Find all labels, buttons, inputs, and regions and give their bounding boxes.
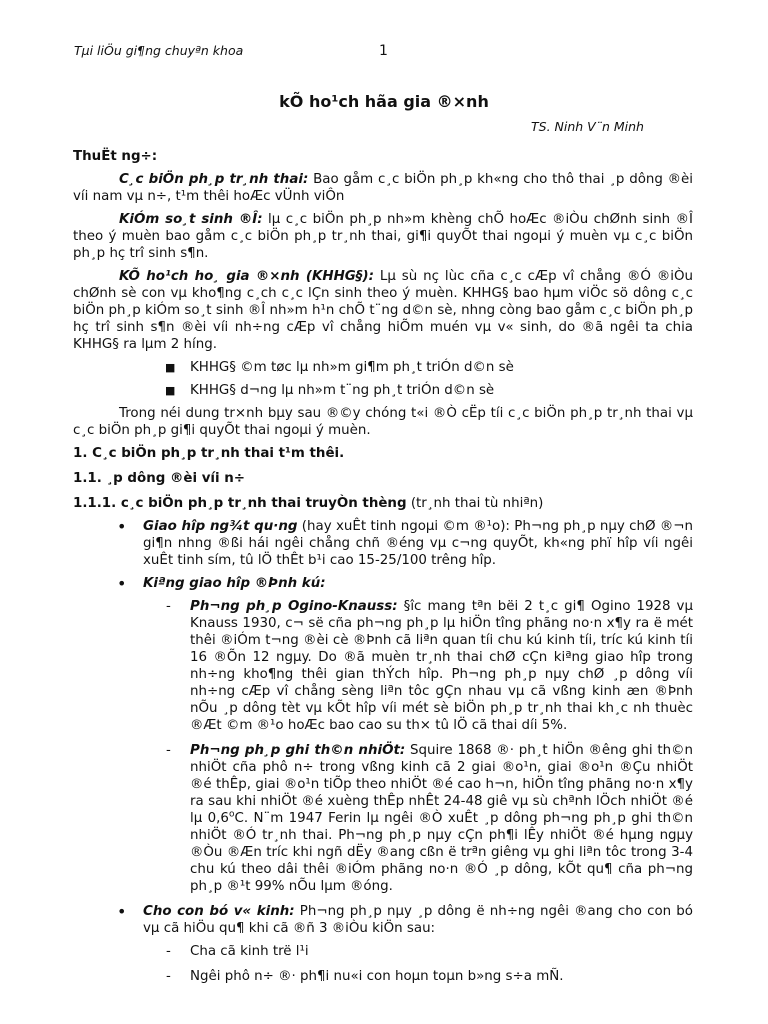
- page-number: 1: [379, 43, 388, 59]
- list-item-text: KHHG§ d¬ng lµ nh»m t¨ng ph¸t triÓn d©n sè: [190, 383, 495, 398]
- periodic-abstinence-sublist: [143, 598, 693, 895]
- square-bullet-icon: ■: [165, 361, 176, 374]
- method-term: Ph¬ng ph¸p ghi th©n nhiÖt:: [190, 743, 406, 758]
- author: TS. Ninh V¨n Minh: [531, 119, 644, 134]
- method-text: Ph¬ng ph¸p nµy ¸p dông ë nh÷ng ngêi ®ang cho con bó vµ cã hiÖu qu¶ khi cã ®ñ 3 ®iÒu kiÖn sau:: [143, 904, 693, 936]
- method-text: §îc mang tªn bëi 2 t¸c gi¶ Ogino 1928 vµ Knauss 1930, c¬ së cña ph¬ng ph¸p lµ hiÖn tîng phãng no·n x¶y ra ë mét thêi ®iÓm t¬ng ®èi cè ®Þnh cã liªn quan tíi chu kú kinh tíi, tríc kú kinh tíi 16 ®Õn 12 ngµy. Do ®ã muèn tr¸nh thai chØ cÇn kiªng giao hîp trong nh÷ng kho¶ng thêi gian thÝch hîp. Ph¬ng ph¸p nµy chØ ¸p dông víi nh÷ng cÆp vî chång sèng liªn tôc gÇn nhau vµ cã vßng kinh æn ®Þnh nÕu ¸p dông tèt vµ kÕt hîp víi mét sè biÖn ph¸p tr¸nh thai kh¸c nh thuèc ®Æt ©m ®¹o hoÆc bao cao su th× tû lÖ cã thai díi 5%.: [190, 599, 693, 733]
- bullet-icon: •: [117, 574, 127, 593]
- list-item: [73, 903, 693, 985]
- section-heading-note: (tr¸nh thai tù nhiªn): [406, 496, 544, 511]
- method-term: Kiªng giao hîp ®Þnh kú:: [143, 576, 326, 591]
- dash-bullet-icon: -: [166, 944, 171, 959]
- definition-text: Lµ sù nç lùc cña c¸c cÆp vî chång ®Ó ®iÒu chØnh sè con vµ kho¶ng c¸ch c¸c lÇn sinh theo ý muèn. KHHG§ bao hµm viÖc sö dông c¸c biÖn ph¸p kiÓm so¸t sinh ®Î nh»m h¹n chÕ t¨ng d©n sè, nhng còng bao gåm c¸c biÖn ph¸p hç trî sinh s¶n ®èi víi nh÷ng cÆp vî chång hiÕm muén vµ v« sinh, do ®ã ngêi ta chia KHHG§ ra lµm 2 híng.: [73, 269, 693, 352]
- section-heading-1: 1. C¸c biÖn ph¸p tr¸nh thai t¹m thêi.: [73, 446, 345, 461]
- method-term: Ph¬ng ph¸p Ogino-Knauss:: [190, 599, 398, 614]
- definition-contraception: [73, 171, 693, 205]
- lactation-conditions-sublist: [143, 943, 693, 985]
- sub-list-item: [143, 742, 693, 895]
- section-heading-1-1-1: [73, 495, 693, 512]
- list-item: [73, 382, 693, 399]
- dash-bullet-icon: -: [166, 743, 171, 758]
- definition-birth-control: [73, 211, 693, 262]
- method-term: Giao hîp ng¾t qu·ng: [143, 519, 298, 534]
- bullet-icon: •: [117, 517, 127, 536]
- list-item-text: KHHG§ ©m tøc lµ nh»m gi¶m ph¸t triÓn d©n sè: [190, 360, 514, 375]
- condition-text: Cha cã kinh trë l¹i: [190, 944, 309, 959]
- method-text-continued: C. N¨m 1947 Ferin lµ ngêi ®Ò xuÊt ¸p dông ph¬ng ph¸p ghi th©n nhiÖt ®Ó tr¸nh thai. Ph¬ng ph¸p nµy cÇn ph¶i lÊy nhiÖt ®é hµng ngµy ®Òu ®Æn tríc khi ngñ dËy ®ang cßn ë trªn giêng vµ ghi liªn tôc trong 3-4 chu kú theo dâi thêi ®iÓm phãng no·n ®Ó ¸p dông, kÕt qu¶ cña ph¬ng ph¸p ®¹t 99% nÕu lµm ®óng.: [190, 811, 693, 894]
- sub-list-item: [143, 968, 693, 985]
- definition-term: KÕ ho¹ch ho¸ gia ®×nh (KHHG§):: [119, 269, 374, 284]
- family-planning-directions: [73, 359, 693, 399]
- intro-paragraph: Trong néi dung tr×nh bµy sau ®©y chóng t«i ®Ò cËp tíi c¸c biÖn ph¸p tr¸nh thai vµ c¸c biÖn ph¸p gi¶i quyÕt thai ngoµi ý muèn.: [73, 406, 693, 438]
- section-heading-1-1: 1.1. ¸p dông ®èi víi n÷: [73, 471, 246, 486]
- sub-list-item: [143, 943, 693, 960]
- dash-bullet-icon: -: [166, 599, 171, 614]
- sub-list-item: [143, 598, 693, 734]
- list-item: [73, 575, 693, 895]
- list-item: [73, 518, 693, 569]
- definition-term: KiÓm so¸t sinh ®Î:: [119, 212, 263, 227]
- method-text: Squire 1868 ®· ph¸t hiÖn ®êng ghi th©n nhiÖt cña phô n÷ trong vßng kinh cã 2 giai ®o¹n, giai ®o¹n ®Çu nhiÖt ®é thÊp, giai ®o¹n tiÕp theo nhiÖt ®é cao h¬n, hiÖn tîng phãng no·n x¶y ra sau khi nhiÖt ®é xuèng thÊp nhÊt 24-48 giê vµ sù chªnh lÖch nhiÖt ®é lµ 0,6: [190, 743, 693, 826]
- condition-text: Ngêi phô n÷ ®· ph¶i nu«i con hoµn toµn b»ng s÷a mÑ.: [190, 969, 564, 984]
- traditional-methods-list: [73, 518, 693, 985]
- degree-superscript: o: [228, 809, 235, 820]
- square-bullet-icon: ■: [165, 384, 176, 397]
- method-text: (hay xuÊt tinh ngoµi ©m ®¹o): Ph¬ng ph¸p nµy chØ ®¬n gi¶n nhng ®ßi hái ngêi chång chñ ®éng vµ c¬ng quyÕt, kh«ng phï hîp víi ngêi xuÊt tinh sím, tû lÖ thÊt b¹i cao 15-25/100 trêng hîp.: [143, 519, 694, 568]
- page-title: kÕ ho¹ch hãa gia ®×nh: [279, 92, 489, 111]
- method-term: Cho con bó v« kinh:: [143, 904, 295, 919]
- definition-text: lµ c¸c biÖn ph¸p nh»m khèng chÕ hoÆc ®iÒu chØnh sinh ®Î theo ý muèn bao gåm c¸c biÖn ph¸p tr¸nh thai, gi¶i quyÕt thai ngoµi ý muèn vµ c¸c biÖn ph¸p hç trî sinh s¶n.: [73, 212, 693, 261]
- bullet-icon: •: [117, 902, 127, 921]
- terms-heading: ThuËt ng÷:: [73, 149, 158, 164]
- list-item: [73, 359, 693, 376]
- document-body: [73, 148, 693, 993]
- section-heading-text: 1.1.1. c¸c biÖn ph¸p tr¸nh thai truyÒn thèng: [73, 496, 407, 511]
- definition-term: C¸c biÖn ph¸p tr¸nh thai:: [119, 172, 309, 187]
- dash-bullet-icon: -: [166, 969, 171, 984]
- definition-family-planning: [73, 268, 693, 353]
- definition-text: Bao gåm c¸c biÖn ph¸p kh«ng cho thô thai ¸p dông ®èi víi nam vµ n÷, t¹m thêi hoÆc vÜnh viÔn: [73, 172, 693, 204]
- running-header: Tµi liÖu gi¶ng chuyªn khoa: [74, 43, 244, 58]
